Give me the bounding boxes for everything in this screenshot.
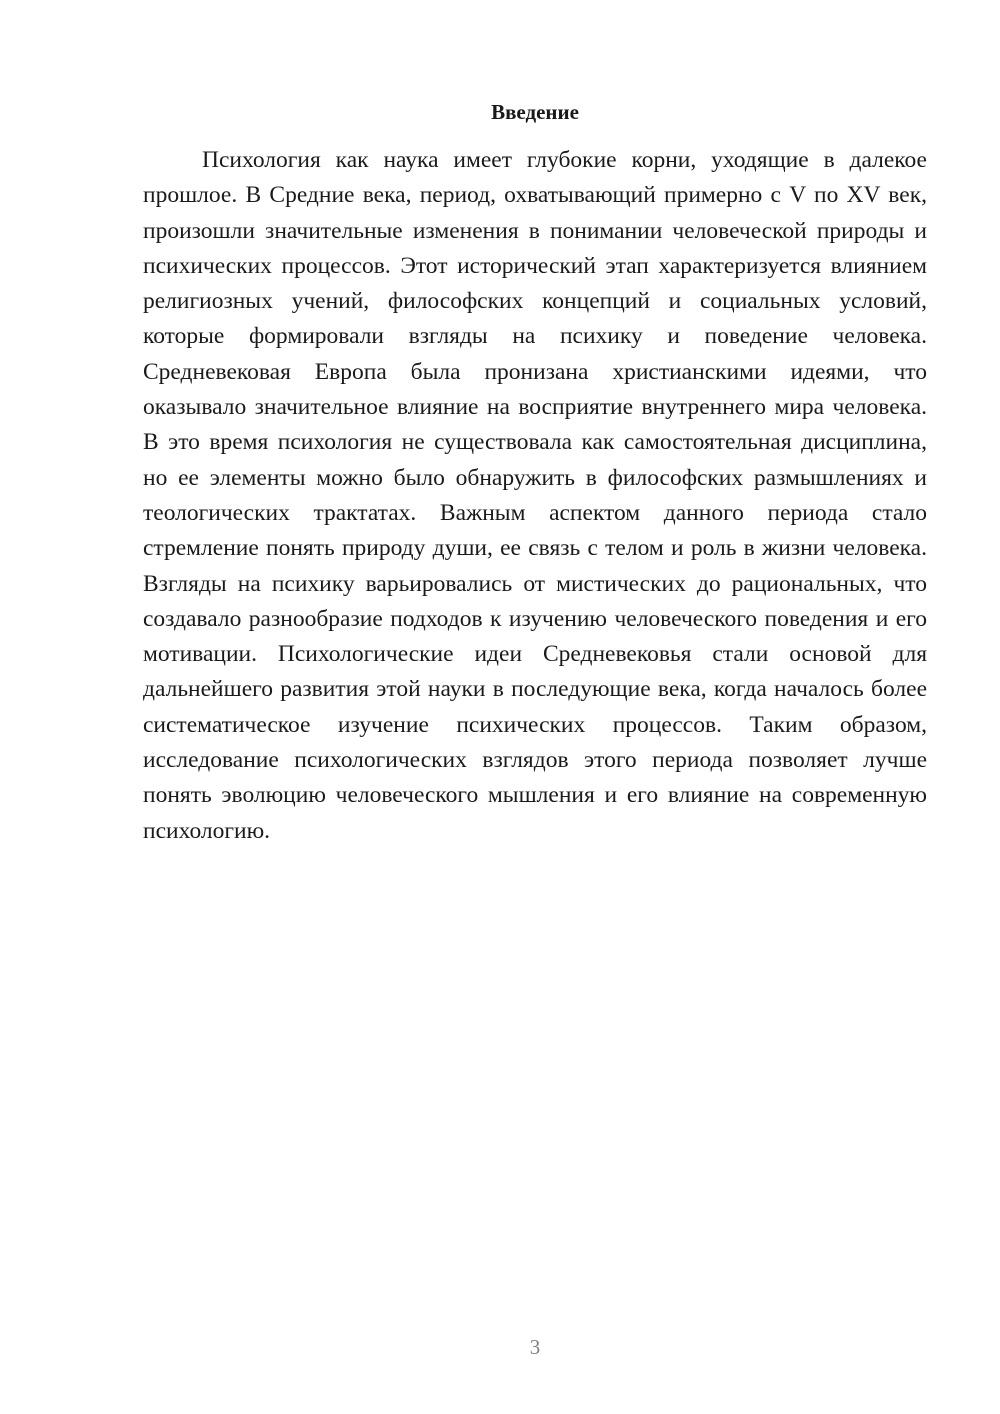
section-heading: Введение — [491, 100, 579, 124]
page-number: 3 — [529, 1335, 541, 1359]
body-paragraph: Психология как наука имеет глубокие корни, уходящие в далекое прошлое. В Средние века, период, охватывающий примерно с V по XV век, произошли значительные изменения в понимании человеческой природы и психических процессов. Этот исторический этап характеризуется влиянием религиозных учений, философских концепций и социальных условий, которые формировали взгляды на психику и поведение человека. Средневековая Европа была пронизана христианскими идеями, что оказывало значительное влияние на восприятие внутреннего мира человека. В это время психология не существовала как самостоятельная дисциплина, но ее элементы можно было обнаружить в философских размышлениях и теологических трактатах. Важным аспектом данного периода стало стремление понять природу души, ее связь с телом и роль в жизни человека. Взгляды на психику варьировались от мистических до рациональных, что создавало разнообразие подходов к изучению человеческого поведения и его мотивации. Психологические идеи Средневековья стали основой для дальнейшего развития этой науки в последующие века, когда началось более систематическое изучение психических процессов. Таким образом, исследование психологических взглядов этого периода позволяет лучше понять эволюцию человеческого мышления и его влияние на современную психологию. — [143, 147, 927, 844]
